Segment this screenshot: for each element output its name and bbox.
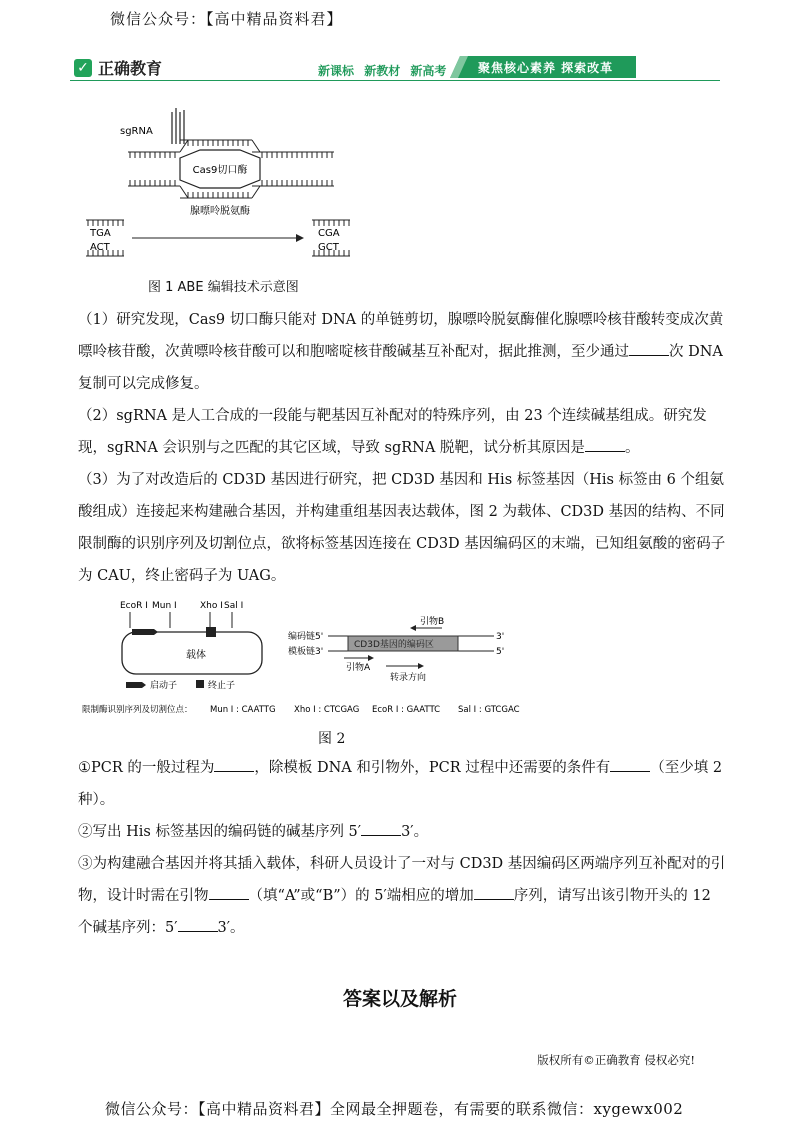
blank [209, 885, 249, 900]
footer-wechat: 微信公众号：【高中精品资料君】全网最全押题卷，有需要的联系微信：xygewx002 [105, 1100, 684, 1118]
header-wechat: 微信公众号：【高中精品资料君】 [110, 10, 343, 28]
header-banner [450, 56, 636, 78]
figure1-caption: 图 1 ABE 编辑技术示意图 [148, 280, 299, 295]
tag: 新教材 [364, 64, 401, 78]
blank [361, 821, 401, 836]
arrow-head-icon [296, 234, 304, 242]
tag: 新课标 [318, 64, 355, 78]
check-icon: ✓ [74, 59, 92, 77]
figure2-diagram [82, 598, 542, 722]
q3-3-text-d: 3′。 [217, 920, 245, 936]
terminator-legend-icon [196, 680, 204, 688]
promoter-label: 启动子 [150, 681, 178, 691]
promoter-legend-icon [126, 682, 146, 688]
seq-left-bottom: ACT [90, 242, 110, 253]
q3-3-text-a: ③为构建融合基因并将其插入载体，科研人员设计了一对与 CD3D 基因编码区两端序列互补配对的引物，设计时需在引物 [78, 856, 726, 904]
sgrna-label: sgRNA [120, 126, 153, 137]
blank [474, 885, 514, 900]
sites-label: 限制酶识别序列及切割位点： [82, 705, 193, 715]
tag: 新高考 [410, 64, 447, 78]
blank [585, 437, 625, 452]
question-3-3 [78, 848, 728, 944]
seq-right-bottom: GCT [318, 242, 339, 253]
q1-text-b: 次 DNA 复制可以完成修复。 [78, 344, 723, 392]
site-xho: Xho I : CTCGAG [294, 705, 360, 715]
q3-2-text-b: 3′。 [401, 824, 429, 840]
enzyme-label: Mun I [152, 601, 177, 611]
arrow-head-icon [368, 655, 374, 661]
seq-left-top: TGA [90, 228, 111, 239]
figure2-caption: 图 2 [318, 731, 346, 747]
question-3: （3）为了对改造后的 CD3D 基因进行研究，把 CD3D 基因和 His 标签基因（His 标签由 6 个组氨酸组成）连接起来构建融合基因，并构建重组基因表达载体，图 2 为载体、CD3D 基因的结构、不同限制酶的识别序列及切割位点，欲将标签基因连接在 CD3D 基因编码区的末端，已知组氨酸的密码子为 CAU，终止密码子为 UAG。 [78, 472, 726, 584]
template-strand-label: 模板链3' [288, 647, 324, 657]
cas9-label: Cas9切口酶 [192, 165, 248, 176]
figure1-diagram [80, 100, 380, 272]
terminator-square-icon [206, 627, 216, 637]
answer-heading: 答案以及解析 [342, 988, 457, 1010]
q3-1-text-c: （至少填 2 种）。 [78, 760, 723, 808]
q3-2-text-a: ②写出 His 标签基因的编码链的碱基序列 5′ [78, 824, 362, 840]
q3-3-text-b: （填“A”或“B”）的 5′端相应的增加 [248, 888, 474, 904]
logo-text: 正确教育 [98, 59, 163, 78]
promoter-arrow-icon [132, 629, 158, 635]
end-label: 5' [496, 647, 505, 657]
end-label: 3' [496, 632, 505, 642]
blank [629, 341, 669, 356]
site-mun: Mun I : CAATTG [210, 705, 276, 715]
logo [74, 56, 162, 79]
q1-text-a: （1）研究发现，Cas9 切口酶只能对 DNA 的单链剪切，腺嘌呤脱氨酶催化腺嘌呤核苷酸转变成次黄嘌呤核苷酸，次黄嘌呤核苷酸可以和胞嘧啶核苷酸碱基互补配对，据此推测，至少通过 [78, 312, 724, 360]
blank [214, 757, 254, 772]
primer-b-label: 引物B [420, 617, 445, 627]
question-3-2 [78, 816, 728, 848]
enzyme-label: EcoR I [120, 601, 148, 611]
banner-text: 聚焦核心素养 探索改革 [478, 61, 614, 75]
blank [178, 917, 218, 932]
arrow-head-icon [410, 625, 416, 631]
question-3-1 [78, 752, 728, 816]
question-2 [78, 400, 728, 464]
q2-text-a: （2）sgRNA 是人工合成的一段能与靶基因互补配对的特殊序列，由 23 个连续碱基组成。研究发现，sgRNA 会识别与之匹配的其它区域，导致 sgRNA 脱靶，试分析其原因是 [78, 408, 707, 456]
header-rule [70, 80, 720, 81]
header-tags [318, 62, 452, 79]
seq-right-top: CGA [318, 228, 340, 239]
site-ecor: EcoR I : GAATTC [372, 705, 441, 715]
coding-strand-label: 编码链5' [288, 632, 324, 642]
q2-text-b: 。 [624, 440, 640, 456]
primer-a-label: 引物A [346, 663, 371, 673]
question-1 [78, 304, 728, 400]
sgrna-hairpin [172, 108, 184, 144]
enzyme-arrow [130, 612, 232, 628]
copyright: 版权所有©正确教育 侵权必究! [537, 1053, 695, 1067]
terminator-label: 终止子 [208, 681, 236, 691]
direction-label: 转录方向 [390, 673, 427, 683]
vector-label: 载体 [186, 650, 206, 661]
arrow-head-icon [418, 663, 424, 669]
enzyme-label: Xho I [200, 601, 223, 611]
cd3d-label: CD3D基因的编码区 [354, 640, 434, 650]
blank [610, 757, 650, 772]
enzyme-label: Sal I [224, 601, 244, 611]
site-sal: Sal I : GTCGAC [458, 705, 520, 715]
q3-1-text-a: ①PCR 的一般过程为 [78, 760, 215, 776]
deaminase-label: 腺嘌呤脱氨酶 [190, 206, 250, 217]
q3-1-text-b: ，除模板 DNA 和引物外，PCR 过程中还需要的条件有 [254, 760, 611, 776]
q3-3-text-c: 序列，请写出该引物开头的 12 个碱基序列：5′ [78, 888, 711, 936]
